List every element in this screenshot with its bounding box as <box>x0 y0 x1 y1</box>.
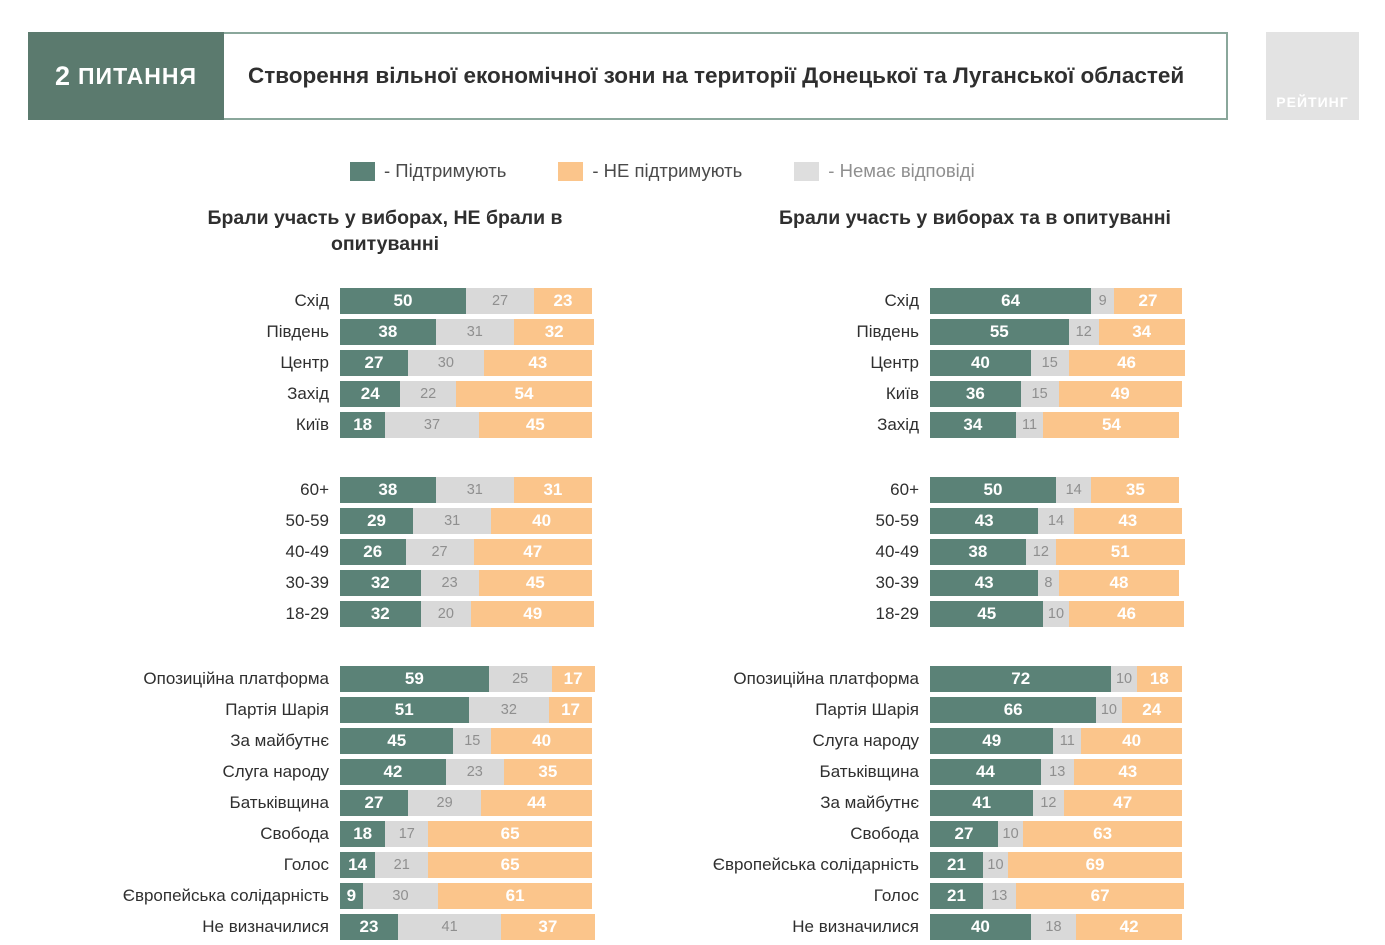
chart-row-label: За майбутнє <box>230 731 329 750</box>
chart-row <box>620 759 1240 785</box>
chart-row <box>620 570 1240 596</box>
bar-segment-support: 24 <box>340 381 400 407</box>
stacked-bar <box>930 666 1182 692</box>
chart-row <box>30 759 650 785</box>
chart-row <box>30 477 650 503</box>
chart-row <box>620 319 1240 345</box>
stacked-bar <box>930 319 1185 345</box>
chart-row <box>620 412 1240 438</box>
bar-segment-against: 17 <box>549 697 592 723</box>
bar-segment-support: 32 <box>340 601 421 627</box>
bar-segment-noanswer: 27 <box>466 288 534 314</box>
legend-swatch-against <box>558 162 583 181</box>
bar-segment-against: 24 <box>1122 697 1182 723</box>
chart-row <box>30 570 650 596</box>
stacked-bar <box>930 790 1182 816</box>
chart-row <box>620 821 1240 847</box>
stacked-bar <box>930 697 1182 723</box>
bar-segment-support: 45 <box>930 601 1043 627</box>
chart-row <box>620 728 1240 754</box>
bar-segment-support: 27 <box>340 350 408 376</box>
chart-row-label: Голос <box>283 855 329 874</box>
chart-row-label: 50-59 <box>875 511 919 530</box>
bar-segment-support: 38 <box>340 477 436 503</box>
bar-segment-support: 43 <box>930 508 1038 534</box>
question-title-box <box>224 32 1228 120</box>
chart-row <box>30 319 650 345</box>
stacked-bar <box>340 539 592 565</box>
group-spacer <box>30 443 650 477</box>
stacked-bar <box>930 477 1179 503</box>
chart-row <box>620 697 1240 723</box>
stacked-bar <box>340 790 592 816</box>
bar-segment-support: 51 <box>340 697 469 723</box>
bar-segment-noanswer: 30 <box>363 883 439 909</box>
bar-segment-support: 36 <box>930 381 1021 407</box>
legend-swatch-support <box>350 162 375 181</box>
chart-row <box>30 821 650 847</box>
bar-segment-support: 42 <box>340 759 446 785</box>
bar-segment-support: 38 <box>340 319 436 345</box>
stacked-bar <box>340 412 592 438</box>
stacked-bar <box>340 666 595 692</box>
bar-segment-against: 23 <box>534 288 592 314</box>
question-number: 2 <box>54 60 71 91</box>
stacked-bar <box>340 381 592 407</box>
chart-row <box>620 288 1240 314</box>
stacked-bar <box>340 852 592 878</box>
bar-segment-noanswer: 15 <box>453 728 491 754</box>
bar-segment-support: 18 <box>340 821 385 847</box>
bar-segment-against: 65 <box>428 852 592 878</box>
bar-segment-support: 26 <box>340 539 406 565</box>
chart-row <box>620 539 1240 565</box>
stacked-bar <box>340 697 592 723</box>
group-spacer <box>30 632 650 666</box>
bar-segment-against: 40 <box>491 508 592 534</box>
stacked-bar <box>340 728 592 754</box>
bar-segment-support: 23 <box>340 914 398 940</box>
chart-row-label: 18-29 <box>285 604 329 623</box>
chart-row <box>30 539 650 565</box>
bar-segment-noanswer: 9 <box>1091 288 1114 314</box>
chart-row <box>30 381 650 407</box>
bar-segment-support: 34 <box>930 412 1016 438</box>
chart-row-label: Опозиційна платформа <box>143 669 329 688</box>
bar-segment-against: 32 <box>514 319 595 345</box>
bar-segment-noanswer: 10 <box>983 852 1008 878</box>
stacked-bar <box>930 821 1182 847</box>
chart-row-label: Не визначилися <box>202 917 329 936</box>
chart-row-label: 40-49 <box>875 542 919 561</box>
bar-segment-noanswer: 12 <box>1026 539 1056 565</box>
chart-row-label: Схід <box>884 291 919 310</box>
chart-row-label: Свобода <box>850 824 919 843</box>
bar-segment-against: 45 <box>479 412 592 438</box>
stacked-bar <box>340 914 595 940</box>
bar-segment-against: 49 <box>471 601 594 627</box>
bar-segment-support: 29 <box>340 508 413 534</box>
bar-segment-support: 27 <box>930 821 998 847</box>
bar-segment-noanswer: 10 <box>998 821 1023 847</box>
stacked-bar <box>930 728 1182 754</box>
chart-row-label: Опозиційна платформа <box>733 669 919 688</box>
bar-segment-against: 42 <box>1076 914 1182 940</box>
stacked-bar <box>340 350 592 376</box>
chart-row-label: Європейська солідарність <box>712 855 919 874</box>
bar-segment-noanswer: 41 <box>398 914 501 940</box>
stacked-bar <box>930 412 1179 438</box>
chart-row-label: 30-39 <box>875 573 919 592</box>
bar-segment-noanswer: 23 <box>446 759 504 785</box>
legend-label-noanswer: - Немає відповіді <box>828 160 975 181</box>
chart-row-label: Київ <box>295 415 329 434</box>
chart-row <box>30 852 650 878</box>
bar-segment-support: 55 <box>930 319 1069 345</box>
bar-segment-noanswer: 13 <box>1041 759 1074 785</box>
stacked-bar <box>340 601 594 627</box>
bar-segment-support: 9 <box>340 883 363 909</box>
bar-segment-support: 43 <box>930 570 1038 596</box>
chart-row-label: 60+ <box>890 480 919 499</box>
chart-legend <box>350 160 975 182</box>
bar-segment-support: 38 <box>930 539 1026 565</box>
bar-segment-noanswer: 10 <box>1043 601 1068 627</box>
bar-segment-support: 59 <box>340 666 489 692</box>
stacked-bar <box>930 883 1184 909</box>
bar-segment-support: 49 <box>930 728 1053 754</box>
chart-row <box>620 790 1240 816</box>
chart-row <box>30 728 650 754</box>
chart-row <box>30 697 650 723</box>
legend-swatch-noanswer <box>794 162 819 181</box>
bar-segment-against: 61 <box>438 883 592 909</box>
chart-row <box>620 914 1240 940</box>
bar-segment-support: 21 <box>930 852 983 878</box>
brand-logo <box>1266 32 1359 120</box>
chart-row-label: Схід <box>294 291 329 310</box>
bar-segment-support: 64 <box>930 288 1091 314</box>
chart-row <box>620 350 1240 376</box>
chart-row <box>30 601 650 627</box>
bar-segment-noanswer: 31 <box>436 477 514 503</box>
chart-row-label: За майбутнє <box>820 793 919 812</box>
bar-segment-noanswer: 13 <box>983 883 1016 909</box>
bar-segment-against: 49 <box>1059 381 1182 407</box>
bar-segment-against: 54 <box>456 381 592 407</box>
bar-segment-noanswer: 12 <box>1033 790 1063 816</box>
legend-item-against <box>558 160 742 182</box>
bar-segment-against: 43 <box>484 350 592 376</box>
bar-segment-against: 27 <box>1114 288 1182 314</box>
bar-segment-noanswer: 31 <box>413 508 491 534</box>
chart-row-label: Батьківщина <box>229 793 329 812</box>
bar-segment-support: 18 <box>340 412 385 438</box>
bar-segment-noanswer: 11 <box>1053 728 1081 754</box>
chart-row <box>620 381 1240 407</box>
bar-segment-against: 63 <box>1023 821 1182 847</box>
stacked-bar <box>930 539 1185 565</box>
bar-segment-noanswer: 10 <box>1111 666 1136 692</box>
chart-row <box>30 288 650 314</box>
question-header <box>28 32 1228 120</box>
page-title: Створення вільної економічної зони на території Донецької та Луганської областей <box>248 63 1185 89</box>
bar-segment-against: 31 <box>514 477 592 503</box>
stacked-bar <box>930 288 1182 314</box>
stacked-bar <box>340 477 592 503</box>
bar-segment-support: 50 <box>930 477 1056 503</box>
stacked-bar <box>930 852 1182 878</box>
chart-row <box>30 790 650 816</box>
bar-segment-noanswer: 14 <box>1056 477 1091 503</box>
bar-segment-against: 43 <box>1074 759 1182 785</box>
chart-row-label: Батьківщина <box>819 762 919 781</box>
brand-label: РЕЙТИНГ <box>1276 94 1349 110</box>
chart-row-label: 30-39 <box>285 573 329 592</box>
chart-row <box>30 508 650 534</box>
stacked-bar <box>930 570 1179 596</box>
bar-segment-noanswer: 8 <box>1038 570 1058 596</box>
stacked-bar <box>340 288 592 314</box>
bar-segment-noanswer: 18 <box>1031 914 1076 940</box>
chart-row <box>30 350 650 376</box>
bar-segment-support: 66 <box>930 697 1096 723</box>
bar-segment-support: 14 <box>340 852 375 878</box>
bar-segment-noanswer: 12 <box>1069 319 1099 345</box>
chart-row-label: 40-49 <box>285 542 329 561</box>
chart-row <box>30 412 650 438</box>
bar-segment-against: 67 <box>1016 883 1185 909</box>
bar-segment-noanswer: 21 <box>375 852 428 878</box>
chart-row-label: 60+ <box>300 480 329 499</box>
bar-segment-support: 32 <box>340 570 421 596</box>
bar-segment-noanswer: 11 <box>1016 412 1044 438</box>
bar-segment-against: 44 <box>481 790 592 816</box>
group-spacer <box>620 632 1240 666</box>
bar-segment-against: 54 <box>1043 412 1179 438</box>
chart-row <box>620 883 1240 909</box>
chart-row <box>30 914 650 940</box>
bar-segment-against: 18 <box>1137 666 1182 692</box>
stacked-bar <box>930 914 1182 940</box>
legend-item-noanswer <box>794 160 974 182</box>
stacked-bar <box>340 319 594 345</box>
bar-segment-against: 40 <box>491 728 592 754</box>
column-title-right: Брали участь у виборах та в опитуванні <box>779 207 1171 229</box>
bar-segment-support: 72 <box>930 666 1111 692</box>
bar-segment-against: 48 <box>1059 570 1180 596</box>
bar-segment-noanswer: 23 <box>421 570 479 596</box>
bar-segment-against: 37 <box>501 914 594 940</box>
bar-segment-noanswer: 27 <box>406 539 474 565</box>
bar-segment-against: 17 <box>552 666 595 692</box>
bar-segment-support: 45 <box>340 728 453 754</box>
bar-segment-against: 65 <box>428 821 592 847</box>
bar-segment-against: 51 <box>1056 539 1185 565</box>
chart-row-label: Захід <box>877 415 919 434</box>
bar-segment-noanswer: 29 <box>408 790 481 816</box>
bar-segment-against: 47 <box>1064 790 1182 816</box>
bar-segment-noanswer: 17 <box>385 821 428 847</box>
bar-segment-against: 69 <box>1008 852 1182 878</box>
chart-row-label: Центр <box>870 353 919 372</box>
stacked-bar <box>340 508 592 534</box>
stacked-bar <box>930 350 1185 376</box>
column-title-left: Брали участь у виборах, НЕ брали в опитуванні <box>207 207 563 256</box>
stacked-bar <box>340 570 592 596</box>
stacked-bar <box>340 821 592 847</box>
chart-row-label: Європейська солідарність <box>122 886 329 905</box>
group-spacer <box>620 443 1240 477</box>
bar-segment-support: 50 <box>340 288 466 314</box>
chart-row-label: Південь <box>856 322 919 341</box>
bar-segment-noanswer: 15 <box>1021 381 1059 407</box>
bar-segment-noanswer: 32 <box>469 697 550 723</box>
chart-panel-right <box>620 288 1240 945</box>
chart-row-label: Свобода <box>260 824 329 843</box>
bar-segment-noanswer: 22 <box>400 381 455 407</box>
chart-row <box>620 601 1240 627</box>
stacked-bar <box>930 759 1182 785</box>
stacked-bar <box>930 601 1184 627</box>
bar-segment-noanswer: 30 <box>408 350 484 376</box>
bar-segment-against: 46 <box>1069 601 1185 627</box>
chart-row-label: Київ <box>885 384 919 403</box>
question-number-badge <box>28 32 224 120</box>
bar-segment-noanswer: 10 <box>1096 697 1121 723</box>
bar-segment-support: 40 <box>930 350 1031 376</box>
bar-segment-against: 43 <box>1074 508 1182 534</box>
legend-label-support: - Підтримують <box>384 160 507 181</box>
bar-segment-against: 45 <box>479 570 592 596</box>
bar-segment-noanswer: 20 <box>421 601 471 627</box>
bar-segment-noanswer: 37 <box>385 412 478 438</box>
legend-label-against: - НЕ підтримують <box>592 160 743 181</box>
bar-segment-against: 35 <box>1091 477 1179 503</box>
bar-segment-against: 35 <box>504 759 592 785</box>
bar-segment-against: 40 <box>1081 728 1182 754</box>
chart-row-label: Слуга народу <box>222 762 329 781</box>
stacked-bar <box>340 883 592 909</box>
chart-row-label: Не визначилися <box>792 917 919 936</box>
bar-segment-noanswer: 31 <box>436 319 514 345</box>
chart-row <box>30 883 650 909</box>
question-word: ПИТАННЯ <box>78 62 198 89</box>
chart-row-label: 18-29 <box>875 604 919 623</box>
chart-row <box>620 508 1240 534</box>
chart-row-label: 50-59 <box>285 511 329 530</box>
chart-row <box>620 666 1240 692</box>
bar-segment-noanswer: 14 <box>1038 508 1073 534</box>
legend-item-support <box>350 160 506 182</box>
chart-row <box>620 477 1240 503</box>
chart-row <box>30 666 650 692</box>
chart-row <box>620 852 1240 878</box>
chart-row-label: Партія Шарія <box>225 700 329 719</box>
chart-row-label: Слуга народу <box>812 731 919 750</box>
chart-row-label: Партія Шарія <box>815 700 919 719</box>
bar-segment-support: 21 <box>930 883 983 909</box>
bar-segment-support: 40 <box>930 914 1031 940</box>
bar-segment-against: 47 <box>474 539 592 565</box>
bar-segment-noanswer: 25 <box>489 666 552 692</box>
stacked-bar <box>930 381 1182 407</box>
bar-segment-support: 27 <box>340 790 408 816</box>
chart-panel-left <box>30 288 650 945</box>
chart-row-label: Голос <box>873 886 919 905</box>
stacked-bar <box>340 759 592 785</box>
bar-segment-against: 46 <box>1069 350 1185 376</box>
bar-segment-noanswer: 15 <box>1031 350 1069 376</box>
bar-segment-support: 44 <box>930 759 1041 785</box>
stacked-bar <box>930 508 1182 534</box>
bar-segment-support: 41 <box>930 790 1033 816</box>
chart-row-label: Південь <box>266 322 329 341</box>
bar-segment-against: 34 <box>1099 319 1185 345</box>
chart-row-label: Центр <box>280 353 329 372</box>
chart-row-label: Захід <box>287 384 329 403</box>
